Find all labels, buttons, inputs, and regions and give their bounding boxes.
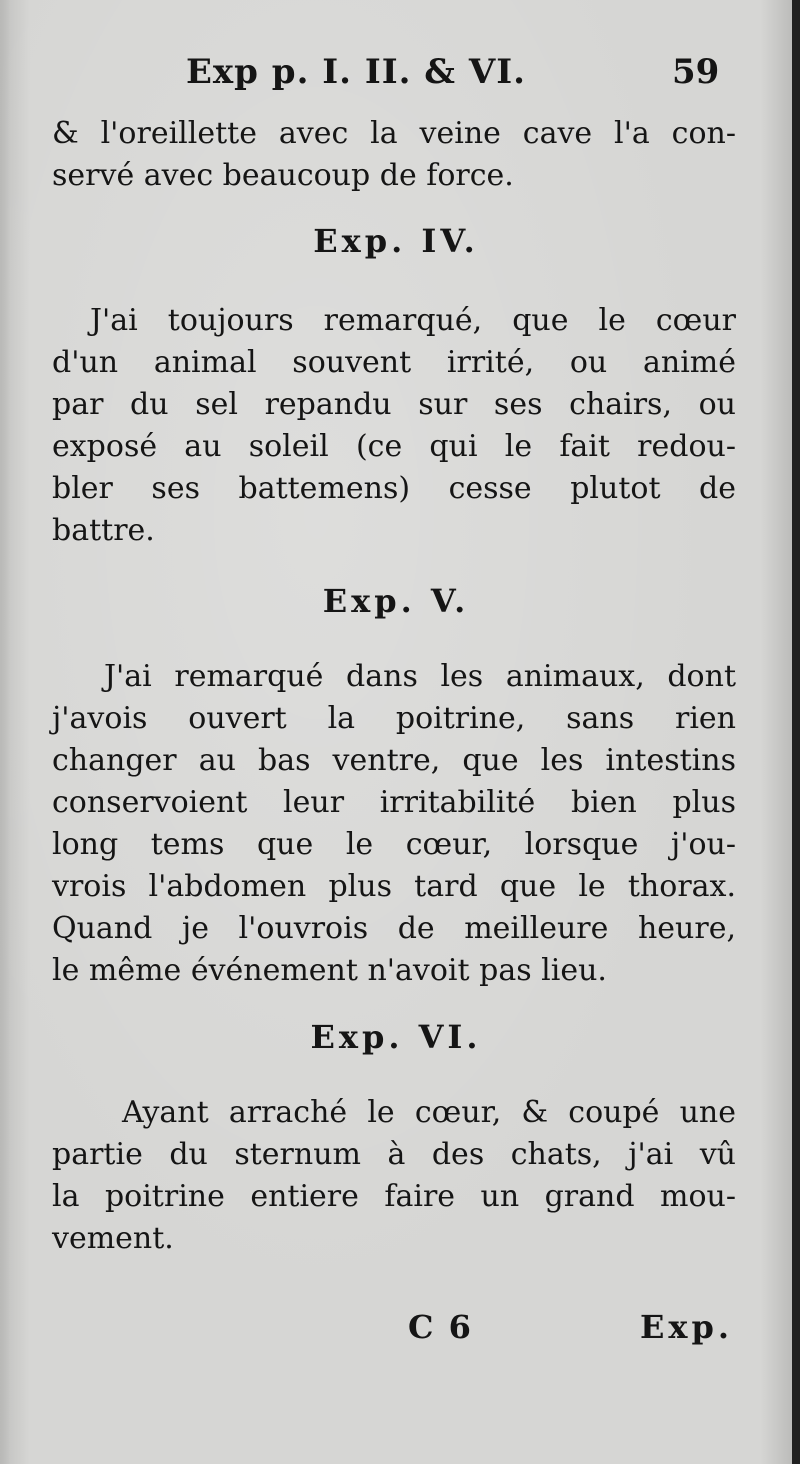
page-gutter-shadow (0, 0, 10, 1464)
text-line: Quand je l'ouvrois de meilleure heure, (52, 911, 736, 946)
text-line: conservoient leur irritabilité bien plus (52, 785, 736, 820)
page-number: 59 (672, 52, 720, 92)
text-line: Ayant arraché le cœur, & coupé une (122, 1095, 736, 1130)
section-heading: Exp. V. (322, 582, 470, 620)
text-line: exposé au soleil (ce qui le fait redou- (52, 429, 736, 464)
text-line: j'avois ouvert la poitrine, sans rien (52, 701, 736, 736)
text-line: battre. (52, 513, 155, 548)
text-line: vement. (52, 1221, 174, 1256)
text-line: vrois l'abdomen plus tard que le thorax. (52, 869, 736, 904)
section-heading: Exp. VI. (310, 1018, 482, 1056)
text-line: partie du sternum à des chats, j'ai vû (52, 1137, 736, 1172)
text-line: par du sel repandu sur ses chairs, ou (52, 387, 736, 422)
text-line: & l'oreillette avec la veine cave l'a con- (52, 116, 736, 151)
text-line: la poitrine entiere faire un grand mou- (52, 1179, 736, 1214)
running-head: Exp p. I. II. & VI. (186, 52, 526, 92)
page-header (0, 52, 792, 102)
page-edge (792, 0, 800, 1464)
text-line: J'ai remarqué dans les animaux, dont (104, 659, 736, 694)
text-line: servé avec beaucoup de force. (52, 158, 514, 193)
signature-mark: C 6 (408, 1308, 473, 1346)
text-line: long tems que le cœur, lorsque j'ou- (52, 827, 736, 862)
text-line: changer au bas ventre, que les intestins (52, 743, 736, 778)
text-line: bler ses battemens) cesse plutot de (52, 471, 736, 506)
text-line: le même événement n'avoit pas lieu. (52, 953, 607, 988)
text-line: d'un animal souvent irrité, ou animé (52, 345, 736, 380)
section-heading: Exp. IV. (313, 222, 479, 260)
text-line: J'ai toujours remarqué, que le cœur (90, 303, 736, 338)
catchword: Exp. (640, 1308, 733, 1346)
